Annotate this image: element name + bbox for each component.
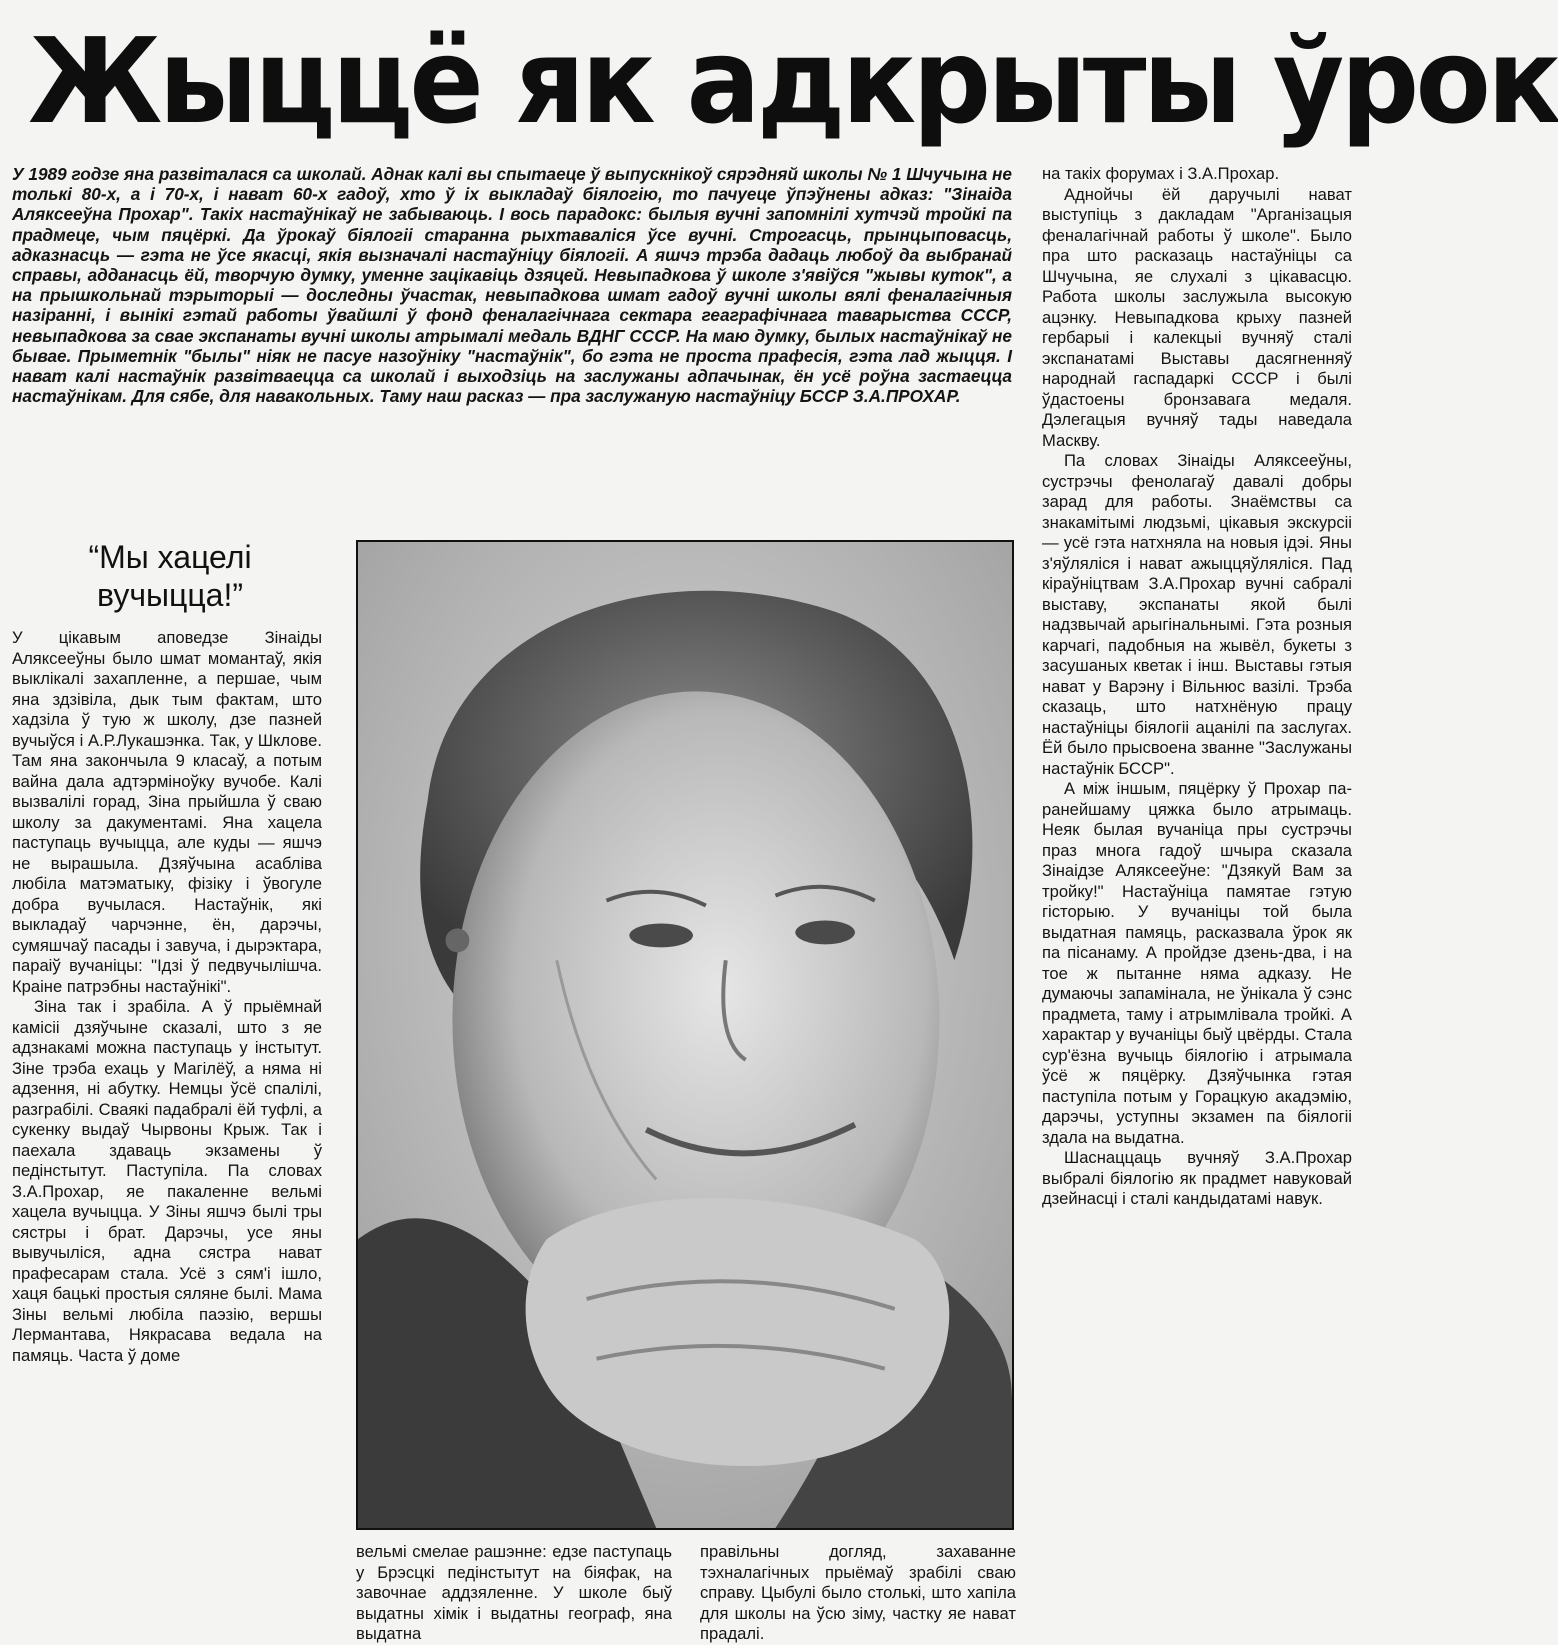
paragraph: У цікавым аповедзе Зінаіды Аляксееўны было шмат момантаў, якія выклікалі захапленне, а першае, чым яна здзівіла, дык тым фактам, што хадзіла ў тую ж школу, дзе пазней вучыўся і А.Р.Лукашэнка. Так, у Шклове. Там яна закончыла 9 класаў, а потым вайна дала адтэрміноўку вучобе. Калі вызвалілі горад, Зіна прыйшла ў сваю школу за дакументамі. Яна хацела паступаць вучыцца, але куды — яшчэ не вырашыла. Дзяўчына асабліва любіла матэматыку, фізіку і ўвогуле добра вучылася. Настаўнік, які выкладаў чарчэнне, ён, дарэчы, сумяшчаў пасады і завуча, і дырэктара, параіў вучаніцы: "Ідзі ў педвучылішча. Краіне патрэбны настаўнікі". bbox=[12, 628, 322, 996]
bottom-column-1 bbox=[356, 1542, 672, 1643]
bottom-column-2 bbox=[700, 1542, 1016, 1643]
portrait-image bbox=[358, 542, 1012, 1528]
right-column bbox=[1042, 164, 1352, 1602]
paragraph: вельмі смелае рашэнне: едзе паступаць у Брэсцкі педінстытут на біяфак, на завочнае аддзяленне. У школе быў выдатны хімік і выдатны географ, яна выдатна bbox=[356, 1542, 672, 1643]
paragraph: Шаснаццаць вучняў З.А.Прохар выбралі біялогію як прадмет навуковай дзейнасці і сталі кандыдатамі навук. bbox=[1042, 1148, 1352, 1208]
paragraph: Аднойчы ёй даручылі нават выступіць з дакладам "Арганізацыя феналагічнай работы ў школе". Было пра што расказаць настаўніцы са Шчучына, яе слухалі з цікавасцю. Работа школы заслужыла высокую ацэнку. Невыпадкова крыху пазней гербарыі і калекцыі вучняў сталі экспанатамі Выставы дасягненняў народнай гаспадаркі СССР і былі ўдастоены бронзавага медаля. Дэлегацыя вучняў тады наведала Маскву. bbox=[1042, 184, 1352, 450]
paragraph: правільны догляд, захаванне тэхналагічных прыёмаў зрабілі сваю справу. Цыбулі было столькі, што хапіла для школы на ўсю зіму, частку яе нават прадалі. bbox=[700, 1542, 1016, 1643]
section-subheading: “Мы хацелі вучыцца!” bbox=[88, 539, 252, 613]
article-lead: У 1989 годзе яна развіталася са школай. Аднак калі вы спытаеце ў выпускнікоў сярэдняй школы № 1 Шчучына не толькі 80-х, а і 70-х, і нават 60-х гадоў, хто ў іх выкладаў біялогію, то пачуеце ўпэўнены адказ: "Зінаіда Аляксееўна Прохар". Такіх настаўнікаў не забываюць. І вось парадокс: былыя вучні запомнілі хутчэй тройкі па прадмеце, чым пяцёркі. Да ўрокаў біялогіі старанна рыхтаваліся ўсе вучні. Строгасць, прынцыповасць, адказнасць — гэта не ўсе якасці, якія вызначалі настаўніцу біялогіі. А яшчэ трэба дадаць любоў да выбранай справы, адданасць ёй, творчую думку, уменне зацікавіць дзяцей. Невыпадкова ў школе з'явіўся "жывы куток", а на прышкольнай тэрыторыі — доследны ўчастак, невыпадкова шмат гадоў вучні школы вялі феналагічныя назіранні, і вынікі гэтай работы ўвайшлі ў фонд феналагічнага сектара геаграфічнага таварыства СССР, невыпадкова за свае экспанаты вучні школы атрымалі медаль ВДНГ СССР. На маю думку, былых настаўнікаў не бывае. Прыметнік "былы" ніяк не пасуе назоўніку "настаўнік", бо гэта не проста прафесія, гэта лад жыцця. І нават калі настаўнік развітваецца са школай і выходзіць на заслужаны адпачынак, ён усё роўна застаецца настаўнікам. Для сябе, для навакольных. Таму наш расказ — пра заслужаную настаўніцу БССР З.А.ПРОХАР. bbox=[12, 164, 1012, 407]
paragraph: Па словах Зінаіды Аляксееўны, сустрэчы фенолагаў давалі добры зарад для работы. Знаёмствы са знакамітымі людзьмі, цікавыя экскурсіі — усё гэта натхняла на новыя ідэі. Яны з'яўляліся і нават ажыццяўляліся. Пад кіраўніцтвам З.А.Прохар вучні сабралі выставу, экспанаты якой былі надзвычай арыгінальнымі. Гэта розныя карчагі, падобныя на жывёл, букеты з засушаных кветак і інш. Выставы гэтыя нават у Варэну і Вільнюс вазілі. Трэба сказаць, што натхнёную працу настаўніцы біялогіі ацанілі па заслугах. Ёй было прысвоена званне "Заслужаны настаўнік БССР". bbox=[1042, 451, 1352, 778]
paragraph: А між іншым, пяцёрку ў Прохар па-ранейшаму цяжка было атрымаць. Неяк былая вучаніца пры сустрэчы праз многа гадоў шчыра сказала Зінаідзе Аляксееўне: "Дзякуй Вам за тройку!" Настаўніца памятае гэтую гісторыю. У вучаніцы той была выдатная памяць, расказвала ўрок як па пісанаму. А пройдзе дзень-два, і на тое ж пытанне няма адказу. Не думаючы запаміналa, не ўнікала ў сэнс прадмета, таму і атрымлівала тройкі. А характар у вучаніцы быў цвёрды. Стала сур'ёзна вучыць біялогію і атрымала ўсё ж пяцёрку. Дзяўчынка гэтая паступіла потым у Горацкую акадэмію, дарэчы, уступны экзамен па біялогіі здала на выдатна. bbox=[1042, 779, 1352, 1147]
portrait-photo bbox=[356, 540, 1014, 1530]
left-column bbox=[12, 628, 322, 1602]
article-headline: Жыццё як адкрыты ўрок bbox=[28, 12, 1558, 150]
paragraph: Зіна так і зрабіла. А ў прыёмнай камісіі дзяўчыне сказалі, што з яе адзнакамі можна паступаць у інстытут. Зіне трэба ехаць у Магілёў, а няма ні адзення, ні абутку. Немцы ўсё спалілі, разграбілі. Сваякі падабралі ёй туфлі, а сукенку выдаў Чырвоны Крыж. Так і паехала здаваць экзамены ў педінстытут. Паступіла. Па словах З.А.Прохар, яе пакаленне вельмі хацела вучыцца. У Зіны яшчэ былі тры сястры і брат. Дарэчы, усе яны вывучыліся, адна сястра нават прафесарам стала. Усё з сям'і ішло, хаця бацькі простыя сяляне былі. Мама Зіны вельмі любіла паэзію, вершы Лермантава, Някрасава ведала на памяць. Часта ў доме bbox=[12, 997, 322, 1365]
paragraph: на такіх форумах і З.А.Прохар. bbox=[1042, 164, 1280, 183]
